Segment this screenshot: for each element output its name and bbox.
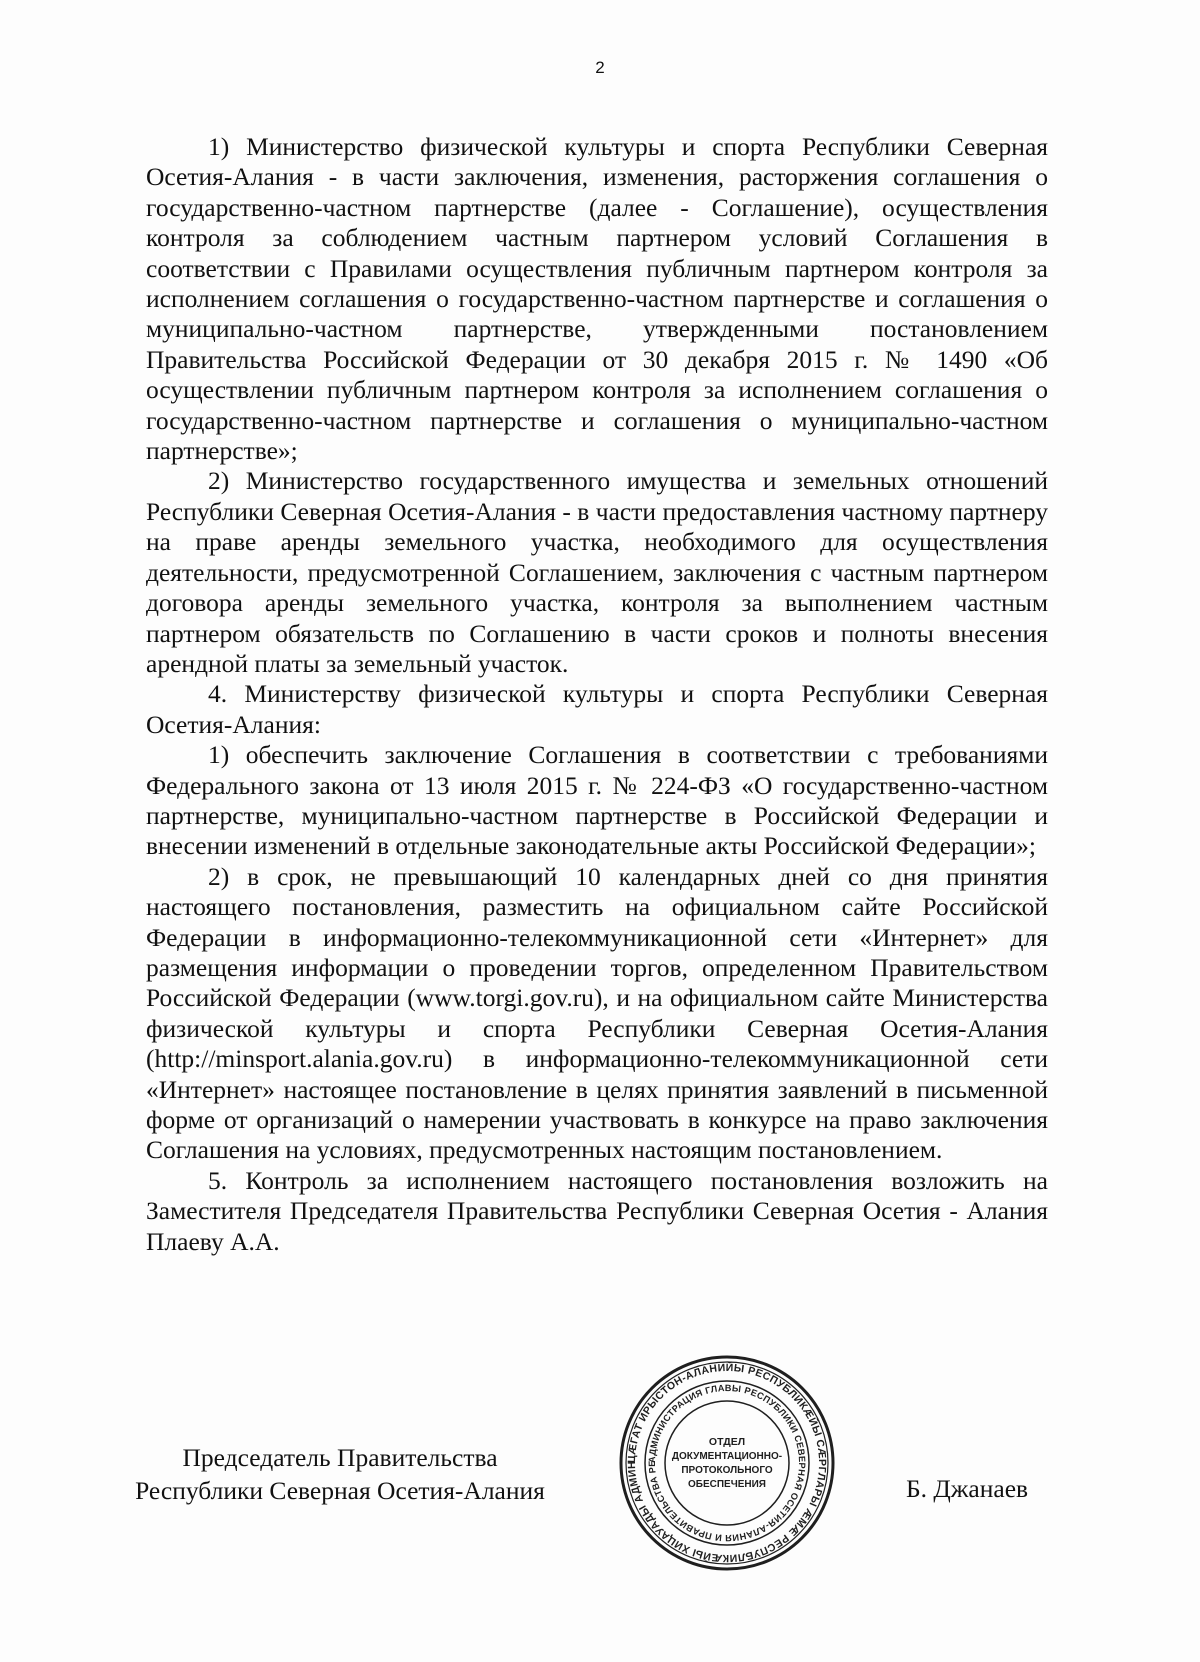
stamp-center-line-2: ДОКУМЕНТАЦИОННО-: [671, 1451, 783, 1462]
signatory-title-line-2: Республики Северная Осетия-Алания: [135, 1476, 545, 1505]
paragraph-6: 5. Контроль за исполнением настоящего постановления возложить на Заместителя Председателя Правительства Республики Северная Осетия - Алания Плаеву А.А.: [146, 1165, 1048, 1256]
stamp-inner-ring-text: АДМИНИСТРАЦИЯ ГЛАВЫ РЕСПУБЛИКИ СЕВЕРНАЯ ОСЕТИЯ-АЛАНИЯ И ПРАВИТЕЛЬСТВА РЕ: [646, 1382, 808, 1544]
signatory-title: [120, 1441, 560, 1507]
stamp-center-line-1: ОТДЕЛ: [708, 1436, 746, 1448]
paragraph-1: 1) Министерство физической культуры и спорта Республики Северная Осетия-Алания - в части заключения, изменения, расторжения соглашения о государственно-частном партнерстве (далее - Соглашение), осуществления контроля за соблюдением частным партнером условий Соглашения в соответствии с Правилами осуществления публичным партнером контроля за исполнением соглашения о государственно-частном партнерстве и соглашения о муниципально-частном партнерстве, утвержденными постановлением Правительства Российской Федерации от 30 декабря 2015 г. № 1490 «Об осуществлении публичным партнером контроля за исполнением соглашения о государственно-частном партнерстве и соглашения о муниципально-частном партнерстве»;: [146, 132, 1048, 466]
signatory-title-line-1: Председатель Правительства: [182, 1443, 498, 1472]
official-stamp: [616, 1352, 838, 1574]
paragraph-3: 4. Министерству физической культуры и спорта Республики Северная Осетия-Алания:: [146, 679, 1048, 739]
stamp-center-line-3: ПРОТОКОЛЬНОГО: [681, 1465, 773, 1476]
stamp-center-line-4: ОБЕСПЕЧЕНИЯ: [687, 1479, 767, 1490]
stamp-outer-ring-text: ЦÆГАТ ИРЫСТОН-АЛАНИЙЫ РЕСПУБЛИКÆЙЫ СÆРГЛАРЫ ÆМÆ РЕСПУБЛИКÆЙЫ ХИЦАУАДЫ АДМИН: [625, 1361, 829, 1565]
paragraph-5: 2) в срок, не превышающий 10 календарных дней со дня принятия настоящего постановления, разместить на официальном сайте Российской Федерации в информационно-телекоммуникационной сети «Интернет» для размещения информации о проведении торгов, определенном Правительством Российской Федерации (www.torgi.gov.ru), и на официальном сайте Министерства физической культуры и спорта Республики Северная Осетия-Алания (http://minsport.alania.gov.ru) в информационно-телекоммуникационной сети «Интернет» настоящее постановление в целях принятия заявлений в письменной форме от организаций о намерении участвовать в конкурсе на право заключения Соглашения на условиях, предусмотренных настоящим постановлением.: [146, 861, 1048, 1165]
page-number: 2: [595, 58, 605, 77]
signatory-name: Б. Джанаев: [906, 1474, 1029, 1503]
paragraph-4: 1) обеспечить заключение Соглашения в соответствии с требованиями Федерального закона от 13 июля 2015 г. № 224-ФЗ «О государственно-частном партнерстве, муниципально-частном партнерстве в Российской Федерации и внесении изменений в отдельные законодательные акты Российской Федерации»;: [146, 740, 1048, 861]
paragraph-2: 2) Министерство государственного имущества и земельных отношений Республики Северная Осетия-Алания - в части предоставления частному партнеру на праве аренды земельного участка, необходимого для осуществления деятельности, предусмотренной Соглашением, заключения с частным партнером договора аренды земельного участка, контроля за выполнением частным партнером обязательств по Соглашению в части сроков и полноты внесения арендной платы за земельный участок.: [146, 466, 1048, 678]
document-body: [146, 132, 1048, 1257]
